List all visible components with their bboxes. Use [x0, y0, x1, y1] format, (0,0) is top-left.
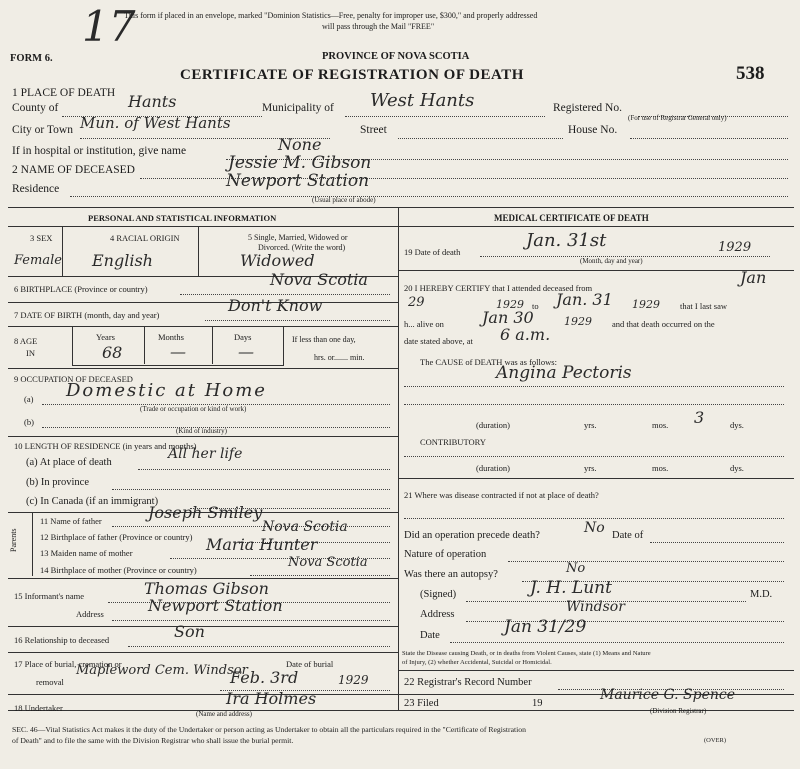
father-birthplace-label: 12 Birthplace of father (Province or country) [40, 532, 193, 542]
burial-label-1: 17 Place of burial, cremation or [14, 659, 122, 669]
over-label: (OVER) [704, 737, 727, 744]
med-address-label: Address [420, 609, 455, 620]
signed-value: J. H. Lunt [530, 578, 612, 598]
mother-birthplace-value: Nova Scotia [288, 555, 368, 570]
date-stated-label: date stated above, at [404, 336, 473, 346]
days-label: Days [234, 332, 252, 342]
racial-origin-value: English [92, 251, 153, 270]
operation-value: No [584, 520, 605, 536]
dys-label-2: dys. [730, 463, 744, 473]
at-place-value: All her life [168, 446, 243, 462]
marital-value: Widowed [240, 251, 315, 270]
from-day-value: 29 [408, 295, 425, 310]
parents-label: Parents [9, 528, 18, 552]
hospital-label: If in hospital or institution, give name [12, 145, 187, 157]
duration-label-2: (duration) [476, 463, 510, 473]
mos-label-1: mos. [652, 420, 669, 430]
med-date-value: Jan 31/29 [504, 617, 587, 637]
duration-months-value: 3 [694, 408, 705, 427]
sex-value: Female [14, 253, 62, 268]
operation-date-label: Date of [612, 530, 644, 541]
mos-label-2: mos. [652, 463, 669, 473]
burial-year-value: 1929 [338, 673, 369, 687]
form-number: FORM 6. [10, 53, 53, 64]
date-death-label: 19 Date of death [404, 247, 461, 257]
age-years-value: 68 [102, 343, 123, 362]
racial-origin-label: 4 RACIAL ORIGIN [110, 233, 180, 243]
usual-abode-note: (Usual place of abode) [312, 196, 376, 204]
certificate-number: 538 [736, 63, 765, 84]
registered-no-label: Registered No. [553, 102, 622, 114]
autopsy-value: No [566, 561, 586, 576]
undertaker-value: Ira Holmes [226, 689, 317, 708]
age-in-label: IN [26, 348, 35, 358]
burial-date-value: Feb. 3rd [230, 668, 299, 687]
personal-section-title: PERSONAL AND STATISTICAL INFORMATION [88, 213, 277, 223]
from-month-value: Jan [740, 268, 767, 287]
sex-label: 3 SEX [30, 233, 53, 243]
filed-label: 23 Filed [404, 698, 439, 709]
deceased-name-value: Jessie M. Gibson [228, 153, 372, 173]
dys-label-1: dys. [730, 420, 744, 430]
mail-notice-line1: This form if placed in an envelope, marked "Dominion Statistics—Free, penalty for improper use, $300," and properly addressed [124, 11, 538, 20]
contracted-label: 21 Where was disease contracted if not at place of death? [404, 490, 599, 500]
informant-address-value: Newport Station [148, 596, 283, 615]
to-date-value: Jan. 31 [556, 290, 613, 309]
mother-name-label: 13 Maiden name of mother [40, 548, 133, 558]
trade-note: (Trade or occupation or kind of work) [140, 405, 247, 413]
burial-label-2: removal [36, 677, 64, 687]
house-no-label: House No. [568, 124, 618, 136]
father-name-label: 11 Name of father [40, 516, 102, 526]
yrs-label-2: yrs. [584, 463, 597, 473]
occupation-a-label: (a) [24, 394, 34, 404]
dob-label: 7 DATE OF BIRTH (month, day and year) [14, 310, 160, 320]
dob-value: Don't Know [228, 296, 323, 315]
handwritten-number: 17 [82, 2, 136, 51]
filed-year: 19 [532, 698, 543, 709]
birthplace-label: 6 BIRTHPLACE (Province or country) [14, 284, 148, 294]
father-name-value: Joseph Smiley [148, 503, 263, 522]
years-label: Years [96, 332, 115, 342]
mail-notice-line2: will pass through the Mail "FREE" [322, 22, 435, 31]
med-date-label: Date [420, 630, 440, 641]
from-year-value: 1929 [496, 298, 524, 311]
marital-label-2: Divorced. (Write the word) [258, 243, 346, 252]
at-place-label: (a) At place of death [26, 457, 112, 468]
violent-note-2: of Injury, (2) whether Accidental, Suicidal or Homicidal. [402, 659, 552, 666]
date-death-note: (Month, day and year) [580, 257, 643, 265]
occupation-b-label: (b) [24, 417, 34, 427]
record-number-label: 22 Registrar's Record Number [404, 677, 532, 688]
section-46-line1: SEC. 46—Vital Statistics Act makes it the duty of the Undertaker or person acting as Undertaker to obtain all the particulars required in the "Certificate of Registration [12, 725, 526, 734]
to-year-value: 1929 [632, 298, 660, 311]
autopsy-label: Was there an autopsy? [404, 569, 498, 580]
occupation-value: Domestic at Home [66, 380, 267, 401]
street-label: Street [360, 124, 387, 136]
alive-date-value: Jan 30 [482, 308, 534, 327]
birthplace-value: Nova Scotia [270, 270, 368, 289]
violent-note-1: State the Disease causing Death, or in deaths from Violent Causes, state (1) Means and Nature [402, 650, 651, 657]
mother-birthplace-label: 14 Birthplace of mother (Province or country) [40, 565, 197, 575]
burial-place-value: Mapleword Cem. Windsor [76, 663, 248, 678]
duration-label-1: (duration) [476, 420, 510, 430]
relationship-label: 16 Relationship to deceased [14, 635, 110, 645]
certificate-title: CERTIFICATE OF REGISTRATION OF DEATH [180, 67, 524, 83]
father-birthplace-value: Nova Scotia [262, 519, 348, 535]
age-months-value: — [170, 342, 186, 361]
industry-note: (Kind of industry) [176, 427, 227, 435]
age-label: 8 AGE [14, 336, 38, 346]
months-label: Months [158, 332, 184, 342]
occupation-heading: 9 OCCUPATION OF DECEASED [14, 374, 133, 384]
municipality-label: Municipality of [262, 102, 334, 114]
contributory-label: CONTRIBUTORY [420, 437, 486, 447]
county-value: Hants [128, 92, 177, 111]
informant-value: Thomas Gibson [144, 579, 269, 598]
certify-label: 20 I HEREBY CERTIFY that I attended deceased from [404, 283, 593, 293]
residence-value: Newport Station [226, 171, 370, 191]
date-death-value: Jan. 31st [526, 230, 607, 251]
relationship-value: Son [174, 622, 205, 641]
alive-label: h... alive on [404, 319, 444, 329]
alive-year-value: 1929 [564, 315, 592, 328]
death-occurred-label: and that death occurred on the [612, 319, 715, 329]
in-canada-label: (c) In Canada (if an immigrant) [26, 496, 159, 507]
marital-label-1: 5 Single, Married, Widowed or [248, 233, 348, 242]
municipality-value: West Hants [370, 90, 475, 111]
yrs-label-1: yrs. [584, 420, 597, 430]
registrar-general-note: (For use of Registrar General only) [628, 114, 727, 122]
cause-value: Angina Pectoris [496, 363, 632, 383]
place-of-death-heading: 1 PLACE OF DEATH [12, 87, 116, 99]
city-value: Mun. of West Hants [80, 114, 231, 132]
to-label: to [532, 301, 539, 311]
length-residence-heading: 10 LENGTH OF RESIDENCE (in years and months) [14, 441, 197, 451]
burial-date-label: Date of burial [286, 659, 334, 669]
time-value: 6 a.m. [500, 325, 551, 344]
cause-label: The CAUSE of DEATH was as follows: [420, 357, 557, 367]
undertaker-note: (Name and address) [196, 710, 252, 718]
age-days-value: — [238, 342, 254, 361]
med-address-value: Windsor [566, 599, 625, 615]
signed-label: (Signed) [420, 589, 457, 600]
residence-label: Residence [12, 183, 60, 195]
deceased-name-label: 2 NAME OF DECEASED [12, 164, 135, 176]
less-than-day-label: If less than one day, [292, 335, 356, 344]
md-label: M.D. [750, 589, 773, 600]
undertaker-label: 18 Undertaker [14, 703, 63, 713]
hospital-value: None [278, 135, 322, 154]
city-label: City or Town [12, 124, 73, 136]
county-label: County of [12, 102, 59, 114]
medical-section-title: MEDICAL CERTIFICATE OF DEATH [494, 213, 649, 223]
section-46-line2: of Death" and to file the same with the Division Registrar who shall issue the burial permit. [12, 736, 294, 745]
registrar-signature: Maurice G. Spence [600, 687, 736, 703]
nature-operation-label: Nature of operation [404, 549, 487, 560]
last-saw-label: that I last saw [680, 301, 727, 311]
mother-name-value: Maria Hunter [206, 535, 318, 554]
in-province-label: (b) In province [26, 477, 89, 488]
hrs-min-label: hrs. or....... min. [314, 353, 365, 362]
division-registrar-note: (Division Registrar) [650, 707, 707, 715]
informant-label: 15 Informant's name [14, 591, 84, 601]
province-heading: PROVINCE OF NOVA SCOTIA [322, 51, 470, 62]
year-death-value: 1929 [718, 240, 752, 255]
operation-label: Did an operation precede death? [404, 530, 540, 541]
informant-address-label: Address [76, 609, 104, 619]
